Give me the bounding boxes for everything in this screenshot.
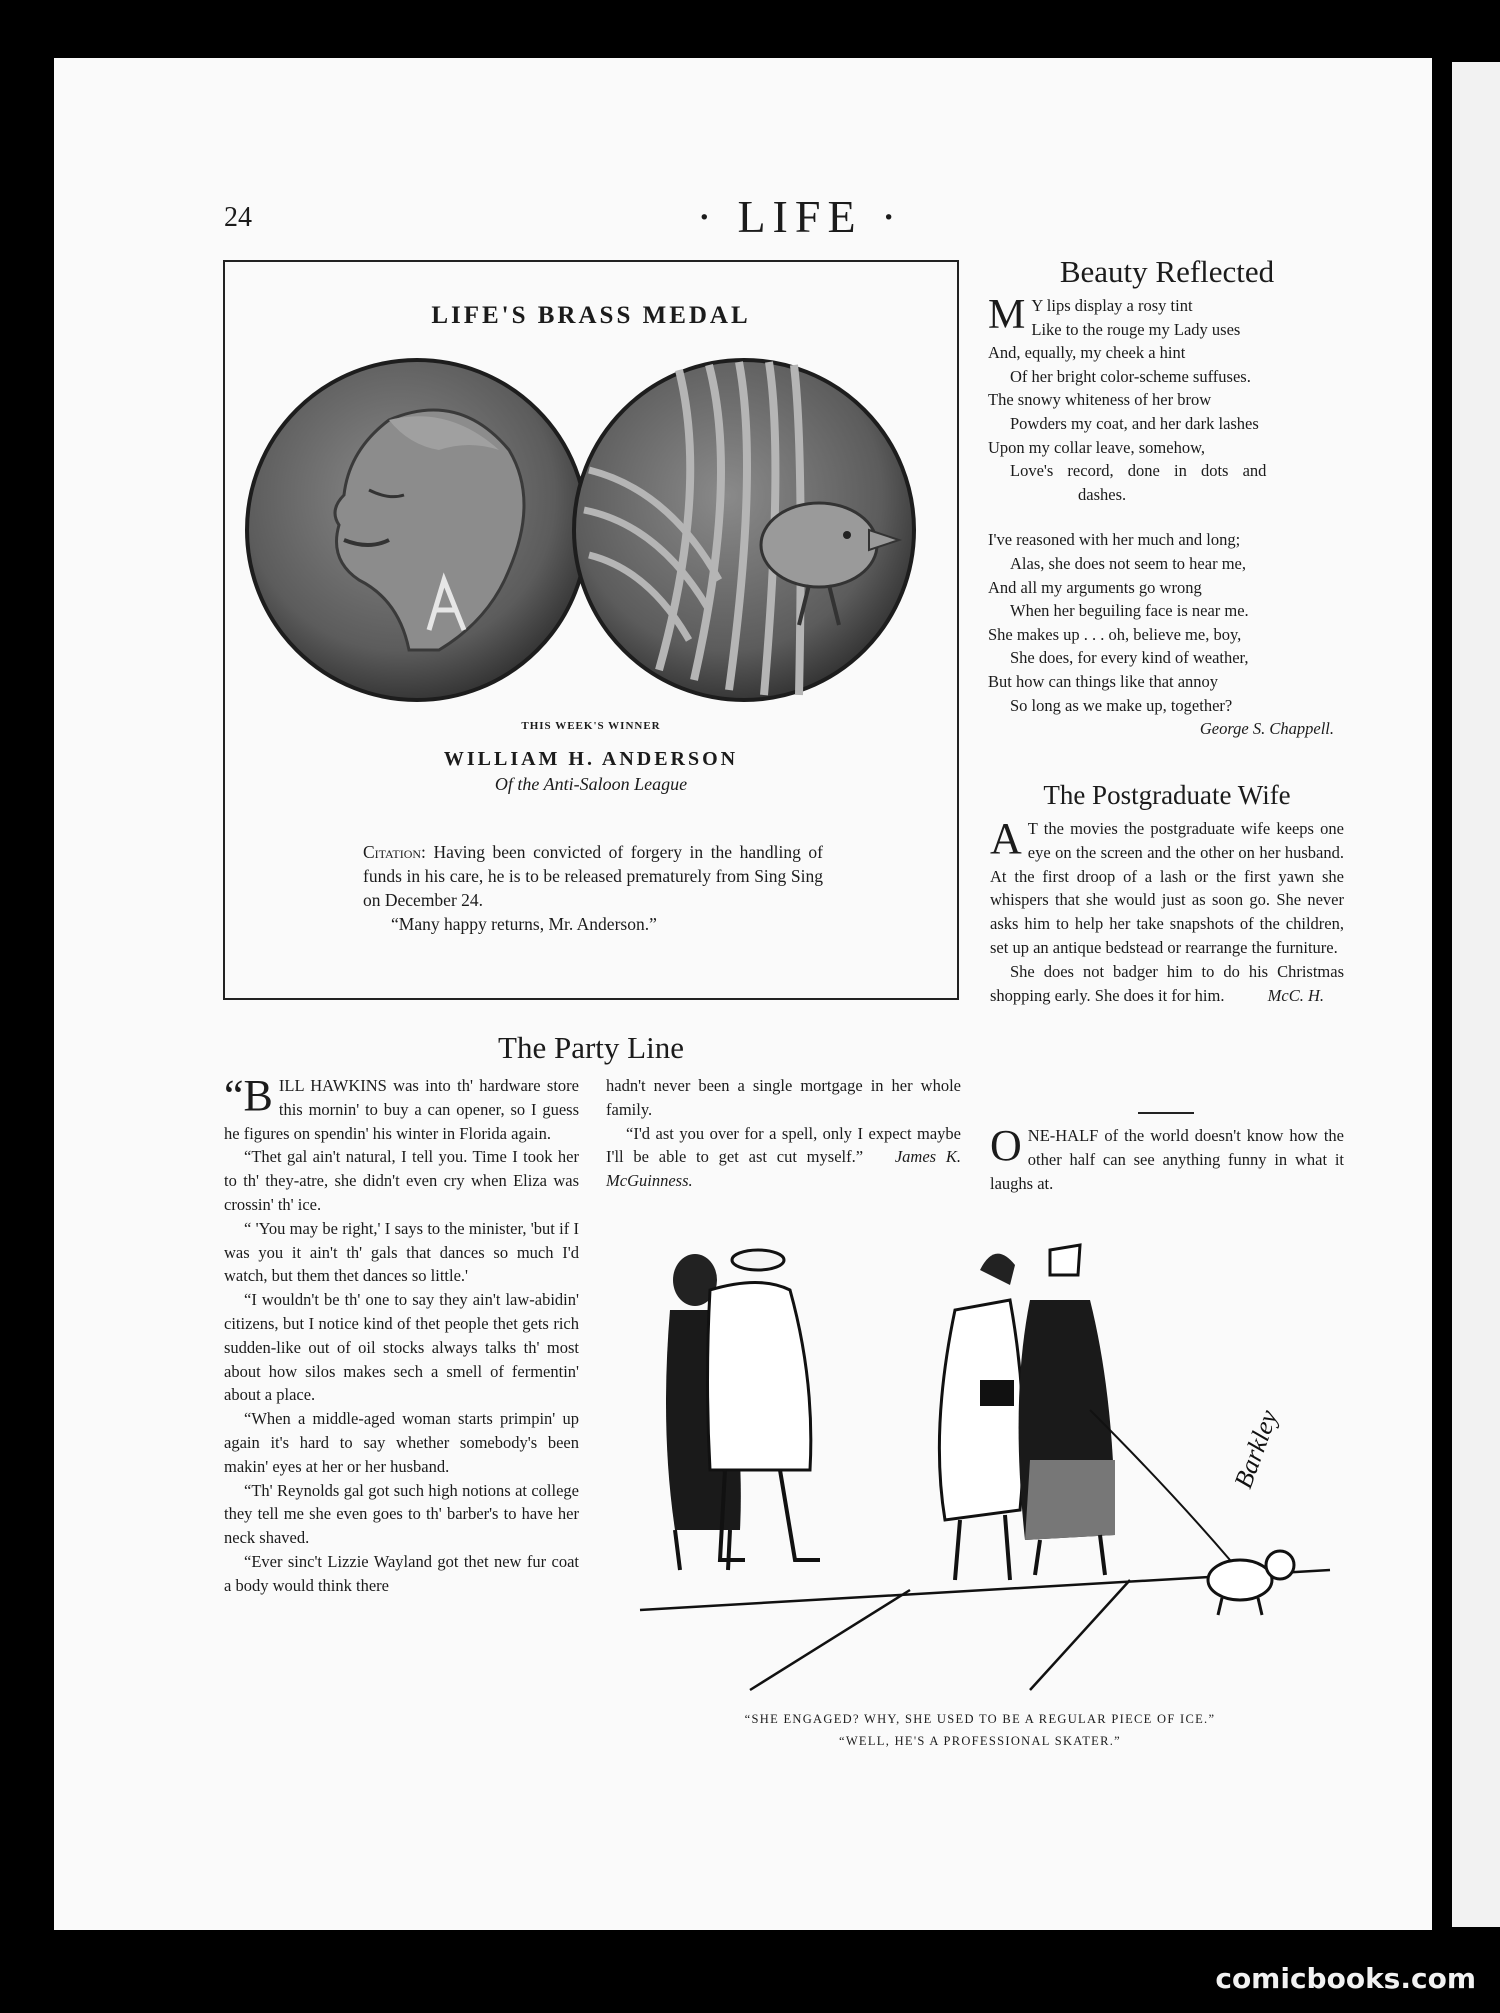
cartoon-illustration [610, 1230, 1370, 1700]
party-paragraph: “Th' Reynolds gal got such high notions at college they tell me she even goes to th' barber's to have her neck shaved. [224, 1480, 579, 1548]
wife-title: The Postgraduate Wife [1043, 780, 1291, 810]
poem-line: When her beguiling face is near me. [1010, 601, 1249, 621]
winner-organization: Of the Anti-Saloon League [494, 774, 688, 794]
wife-paragraph: She does not badger him to do his Christmas shopping early. She does it for him. McC. H. [990, 960, 1344, 1008]
poem-line: But how can things like that annoy [988, 671, 1219, 691]
poem-line: She makes up . . . oh, believe me, boy, [988, 624, 1242, 644]
wife-paragraph: T the movies the postgraduate wife keeps one eye on the screen and the other on her husband. At the first droop of a lash or the first yawn she whispers that she would just as soon go. She never asks him to help her take snapshots of the children, set up an antique bedstead or rearrange the furniture. [990, 819, 1344, 957]
beauty-title: Beauty Reflected [1059, 254, 1275, 289]
poem-line: I've reasoned with her much and long; [988, 530, 1241, 550]
one-half-item [990, 1121, 1344, 1195]
wife-signature: McC. H. [1267, 985, 1324, 1005]
poem-line: Alas, she does not seem to hear me, [1010, 553, 1246, 573]
citation-text: Having been convicted of forgery in the handling of funds in his care, he is to be released prematurely from Sing Sing on December 24. [363, 842, 823, 910]
party-paragraph: “When a middle-aged woman starts primpin' up again it's hard to say whether somebody's been makin' eyes at her or her husband. [224, 1409, 579, 1476]
party-paragraph: hadn't never been a single mortgage in her whole family. [606, 1076, 961, 1119]
cartoon-couple-left [666, 1250, 820, 1570]
medal-bird-reverse [574, 360, 914, 700]
poem-line: Love's record, done in dots and [1010, 461, 1267, 481]
adjacent-page-edge [1452, 62, 1500, 1927]
caption-line-2: “WELL, HE'S A PROFESSIONAL SKATER.” [838, 1734, 1122, 1748]
poem-line: So long as we make up, together? [1010, 695, 1233, 715]
party-paragraph: “Ever sinc't Lizzie Wayland got thet new fur coat a body would think there [224, 1551, 579, 1595]
postgraduate-wife-article [990, 780, 1344, 1007]
one-half-dropcap: O [990, 1121, 1022, 1170]
page-number: 24 [224, 202, 252, 233]
one-half-text: NE-HALF of the world doesn't know how the other half can see anything funny in what it laughs at. [990, 1126, 1344, 1193]
poem-line: The snowy whiteness of her brow [988, 390, 1212, 410]
poem-line: And, equally, my cheek a hint [988, 343, 1186, 363]
medal-title: LIFE'S BRASS MEDAL [431, 302, 751, 329]
citation-label: Citation: [363, 842, 426, 862]
beauty-signature: George S. Chappell. [1199, 719, 1334, 739]
brass-medal-box [223, 260, 959, 1000]
party-signature: James K. McGuinness. [606, 1147, 961, 1191]
cartoon-caption [640, 1708, 1320, 1752]
party-line-column-1 [224, 1071, 579, 1598]
masthead: · LIFE · [696, 191, 904, 242]
party-paragraph: “I'd ast you over for a spell, only I expect maybe I'll be able to get ast cut myself.” James K. McGuinness. [606, 1123, 961, 1191]
wife-body [990, 814, 1344, 1007]
poem-line: Upon my collar leave, somehow, [988, 437, 1206, 457]
party-line-title: The Party Line [498, 1030, 684, 1065]
party-paragraph: ILL HAWKINS was into th' hardware store this mornin' to buy a can opener, so I guess he figures on spendin' his winter in Florida again. [224, 1076, 579, 1143]
winner-label: THIS WEEK'S WINNER [521, 720, 661, 732]
beauty-reflected-article [988, 254, 1346, 741]
poem-line: Of her bright color-scheme suffuses. [1010, 366, 1251, 386]
section-rule [1138, 1112, 1194, 1114]
citation-quote: “Many happy returns, Mr. Anderson.” [391, 914, 657, 934]
poem-line: dashes. [1078, 484, 1127, 504]
poem-line: She does, for every kind of weather, [1010, 648, 1249, 668]
poem-line: And all my arguments go wrong [988, 577, 1202, 597]
cartoon-women-right [939, 1245, 1115, 1580]
party-paragraph: “ 'You may be right,' I says to the minister, 'but if I was you it ain't th' gals that dances so much I'd watch, but them thet dances so little.' [224, 1218, 579, 1286]
medal-citation [363, 840, 823, 936]
poem-line: Powders my coat, and her dark lashes [1010, 413, 1259, 433]
beauty-dropcap: M [988, 292, 1026, 338]
cartoon-artist-signature: Barkley [1228, 1406, 1284, 1493]
party-dropcap: “B [224, 1071, 273, 1120]
poem-line: Y lips display a rosy tint [1031, 296, 1193, 315]
caption-line-1: “SHE ENGAGED? WHY, SHE USED TO BE A REGULAR PIECE OF ICE.” [744, 1712, 1216, 1726]
party-paragraph: “I wouldn't be th' one to say they ain't law-abidin' citizens, but I notice kind of thet people thet gets rich sudden-like out of oil stocks always talks th' most about how silos makes sech a smell of fermentin' about a place. [224, 1290, 579, 1405]
party-line-column-2 [606, 1074, 961, 1193]
beauty-poem [988, 294, 1346, 741]
site-watermark: comicbooks.com [1215, 1962, 1476, 1995]
winner-name: WILLIAM H. ANDERSON [443, 748, 739, 770]
medal-images [239, 350, 939, 712]
poem-line: Like to the rouge my Lady uses [1031, 319, 1241, 339]
wife-dropcap: A [990, 814, 1022, 863]
party-paragraph: “Thet gal ain't natural, I tell you. Time I took her to th' they-atre, she didn't even cry when Eliza was crossin' th' ice. [224, 1147, 579, 1214]
medal-portrait-obverse [247, 360, 587, 700]
